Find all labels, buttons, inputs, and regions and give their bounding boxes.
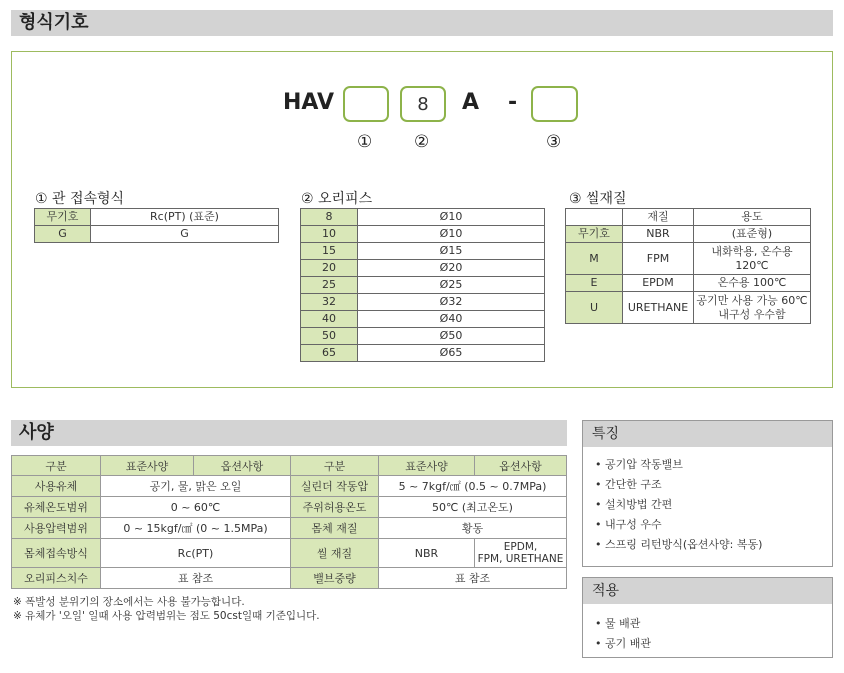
table-cell: 사용압력범위	[12, 518, 101, 539]
table-cell: 실린더 작동압	[291, 476, 379, 497]
table-cell: 씰 재질	[291, 539, 379, 568]
table-cell: 15	[301, 243, 358, 260]
table-row	[12, 497, 567, 518]
table-cell: Rc(PT)	[101, 539, 291, 568]
table-row	[301, 328, 545, 345]
applications-title: 적용	[583, 578, 832, 604]
features-list	[583, 447, 832, 555]
table-cell: 65	[301, 345, 358, 362]
table-cell: Ø20	[358, 260, 545, 277]
code-prefix: HAV	[283, 90, 334, 115]
table-row	[12, 476, 567, 497]
orifice-table	[300, 208, 545, 362]
table-cell: 50	[301, 328, 358, 345]
table-row	[301, 226, 545, 243]
table-row	[301, 243, 545, 260]
table-cell: 40	[301, 311, 358, 328]
table-row	[301, 277, 545, 294]
code-slot-orifice-value: 8	[417, 93, 429, 115]
table-cell: 몸체접속방식	[12, 539, 101, 568]
marker-1: ①	[357, 132, 373, 152]
table-cell: 황동	[379, 518, 567, 539]
table-cell	[566, 209, 623, 226]
table-cell: 8	[301, 209, 358, 226]
list-item: • 내구성 우수	[595, 515, 832, 535]
table-cell: 온수용 100℃	[694, 275, 811, 292]
list-item: • 스프링 리턴방식(옵션사양: 복동)	[595, 535, 832, 555]
table-row	[566, 275, 811, 292]
table-cell: (표준형)	[694, 226, 811, 243]
table-row	[566, 209, 811, 226]
connection-table	[34, 208, 279, 243]
spec-table	[11, 455, 567, 589]
table-cell: U	[566, 292, 623, 324]
table-row	[35, 226, 279, 243]
table-cell: 몸체 재질	[291, 518, 379, 539]
table-cell: 유체온도범위	[12, 497, 101, 518]
list-item: • 간단한 구조	[595, 475, 832, 495]
table-cell: Ø10	[358, 226, 545, 243]
spec-note-2: ※ 유체가 '오일' 일때 사용 압력범위는 점도 50cst일때 기준입니다.	[13, 610, 320, 622]
connection-title: ① 관 접속형식	[35, 191, 125, 207]
table-row	[301, 345, 545, 362]
table-cell: 5 ~ 7kgf/㎠ (0.5 ~ 0.7MPa)	[379, 476, 567, 497]
table-cell: Ø10	[358, 209, 545, 226]
table-row	[35, 209, 279, 226]
applications-list	[583, 604, 832, 654]
table-cell: Ø50	[358, 328, 545, 345]
table-cell: 0 ~ 15kgf/㎠ (0 ~ 1.5MPa)	[101, 518, 291, 539]
list-item: • 공기압 작동밸브	[595, 455, 832, 475]
table-cell: 50℃ (최고온도)	[379, 497, 567, 518]
table-cell: 밸브중량	[291, 568, 379, 589]
table-cell: 32	[301, 294, 358, 311]
table-row	[12, 568, 567, 589]
table-cell: 10	[301, 226, 358, 243]
table-row	[12, 456, 567, 476]
table-cell: 공기만 사용 가능 60℃ 내구성 우수함	[694, 292, 811, 324]
table-row	[301, 294, 545, 311]
table-cell: NBR	[623, 226, 694, 243]
table-cell: 공기, 물, 맑은 오일	[101, 476, 291, 497]
seal-title: ③ 씰재질	[569, 191, 627, 207]
table-cell: 표 참조	[101, 568, 291, 589]
table-cell: NBR	[379, 539, 475, 568]
table-header: 구분	[12, 456, 101, 476]
spec-note-1: ※ 폭발성 분위기의 장소에서는 사용 불가능합니다.	[13, 596, 245, 608]
marker-2: ②	[414, 132, 430, 152]
table-header: 표준사양	[379, 456, 475, 476]
table-cell: 표 참조	[379, 568, 567, 589]
model-section-title: 형식기호	[19, 12, 89, 33]
table-cell: Ø40	[358, 311, 545, 328]
table-cell: 20	[301, 260, 358, 277]
table-row	[566, 243, 811, 275]
table-row	[566, 292, 811, 324]
list-item: • 공기 배관	[595, 634, 832, 654]
table-header: 표준사양	[101, 456, 194, 476]
table-cell: Ø65	[358, 345, 545, 362]
table-row	[566, 226, 811, 243]
table-cell: FPM	[623, 243, 694, 275]
table-cell: 내화학용, 온수용 120℃	[694, 243, 811, 275]
table-cell: 재질	[623, 209, 694, 226]
table-cell: 25	[301, 277, 358, 294]
model-section-title-bar	[11, 10, 833, 36]
table-cell: G	[35, 226, 91, 243]
features-title: 특징	[583, 421, 832, 447]
table-cell: Ø32	[358, 294, 545, 311]
table-cell: 오리피스치수	[12, 568, 101, 589]
table-row	[12, 539, 567, 568]
table-header: 옵션사항	[475, 456, 567, 476]
code-slot-connection	[343, 86, 389, 122]
code-slot-seal	[531, 86, 578, 122]
spec-section-title-bar	[11, 420, 567, 446]
table-cell: 용도	[694, 209, 811, 226]
list-item: • 물 배관	[595, 614, 832, 634]
seal-table	[565, 208, 811, 324]
spec-section-title: 사양	[19, 422, 54, 443]
table-cell: 무기호	[566, 226, 623, 243]
table-cell: URETHANE	[623, 292, 694, 324]
table-row	[301, 209, 545, 226]
table-header: 구분	[291, 456, 379, 476]
applications-panel	[582, 577, 833, 658]
table-cell: Rc(PT) (표준)	[91, 209, 279, 226]
table-cell: 사용유체	[12, 476, 101, 497]
orifice-title: ② 오리피스	[301, 191, 373, 207]
table-row	[12, 518, 567, 539]
marker-3: ③	[546, 132, 562, 152]
list-item: • 설치방법 간편	[595, 495, 832, 515]
table-cell: E	[566, 275, 623, 292]
table-cell: 주위허용온도	[291, 497, 379, 518]
code-slot-orifice	[400, 86, 446, 122]
table-cell: Ø15	[358, 243, 545, 260]
table-cell: G	[91, 226, 279, 243]
code-letter: A	[462, 90, 480, 115]
table-row	[301, 311, 545, 328]
table-cell: M	[566, 243, 623, 275]
code-dash: -	[508, 90, 518, 115]
table-cell: Ø25	[358, 277, 545, 294]
table-cell: EPDM	[623, 275, 694, 292]
features-panel	[582, 420, 833, 567]
table-cell: EPDM, FPM, URETHANE	[475, 539, 567, 568]
table-cell: 0 ~ 60℃	[101, 497, 291, 518]
table-header: 옵션사항	[194, 456, 291, 476]
table-cell: 무기호	[35, 209, 91, 226]
table-row	[301, 260, 545, 277]
